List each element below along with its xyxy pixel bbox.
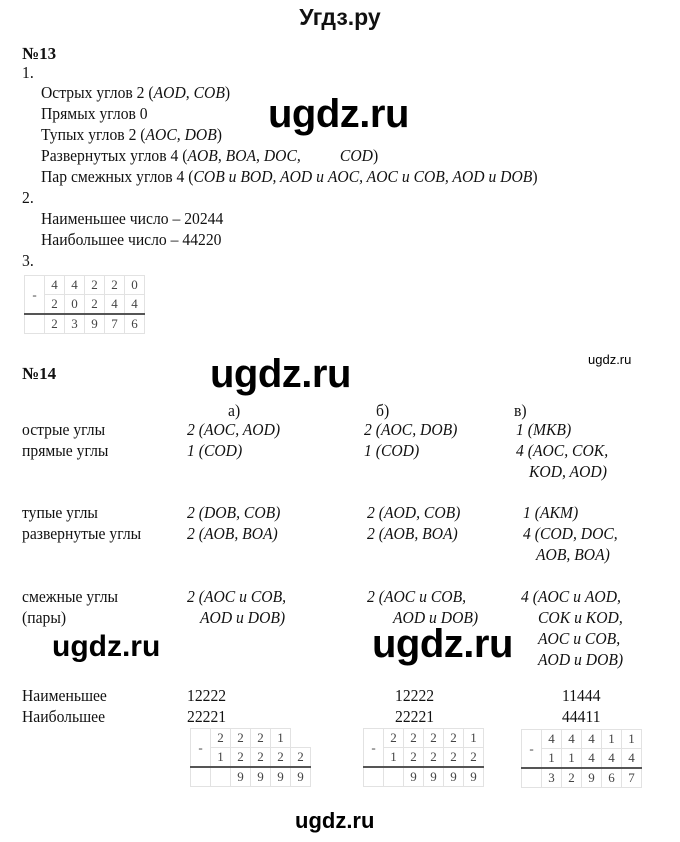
digit: 4 [582,730,602,749]
watermark: ugdz.ru [52,630,161,663]
digit: 2 [105,276,125,295]
empty-cell [522,768,542,788]
line-text: Пар смежных углов 4 ( [41,167,194,186]
cell-text: 2 (AOC, AOD) [187,420,281,439]
min-value-a: 12222 [187,686,227,705]
digit: 2 [251,748,271,768]
cell-text: AOB, BOA) [536,545,610,564]
digit: 4 [65,276,85,295]
cell-c-acute [516,419,571,440]
cell-b-right [364,440,419,461]
digit: 2 [231,748,251,768]
right-angles-line [41,103,148,124]
cell-a-right [187,440,242,461]
digit: 9 [582,768,602,788]
digit: 9 [464,767,484,787]
digit: 9 [291,767,311,787]
digit: 9 [424,767,444,787]
paren: ) [532,167,538,186]
max-number-line: Наибольшее число – 44220 [41,230,222,249]
digit: 9 [231,767,251,787]
digit: 6 [602,768,622,788]
cell-text: COK и KOD, [538,608,623,627]
cell-text: 1 (AKM) [523,503,579,522]
cell-b-acute [364,419,457,440]
cell-text: 1 (COD) [187,441,243,460]
task-13-part1-label: 1. [22,63,34,82]
cell-c-straight-cont [536,544,610,565]
min-value-c: 11444 [562,686,601,705]
cell-text: 4 (AOC, COK, [516,441,609,460]
digit: 2 [384,729,404,748]
obtuse-angles-line [41,124,222,145]
cell-c-right [516,440,608,461]
digit: 4 [542,730,562,749]
digit: 2 [271,748,291,768]
cell-text: AOD и DOB) [200,608,286,627]
digit: 1 [622,730,642,749]
digit: 6 [125,314,145,334]
acute-angles-line [41,82,230,103]
digit: 2 [404,729,424,748]
digit: 4 [105,295,125,315]
watermark: ugdz.ru [295,808,375,833]
row-label-adjacent-pairs: (пары) [22,608,67,627]
digit: 1 [384,748,404,768]
task-13-part2-label: 2. [22,188,34,207]
watermark: ugdz.ru [372,622,513,666]
max-label: Наибольшее [22,707,106,726]
column-a-header: а) [228,401,241,420]
empty-cell [384,767,404,787]
cell-text: 2 (AOB, BOA) [187,524,278,543]
max-value-c: 44411 [562,707,601,726]
minus-sign: - [364,729,384,768]
min-number-line: Наименьшее число – 20244 [41,209,224,228]
digit: 9 [404,767,424,787]
subtraction-table-a [190,728,311,787]
digit: 0 [65,295,85,315]
watermark: ugdz.ru [268,92,409,136]
digit: 2 [45,295,65,315]
minus-sign: - [522,730,542,769]
row-label-straight: развернутые углы [22,524,142,543]
row-label-acute: острые углы [22,420,106,439]
cell-text: 4 (AOC и AOD, [521,587,621,606]
cell-text: AOD и DOB) [538,650,624,669]
cell-a-adjacent-cont [200,607,285,628]
max-value-b: 22221 [395,707,435,726]
cell-text: 2 (AOB, BOA) [367,524,458,543]
digit: 2 [211,729,231,748]
line-text: Острых углов 2 ( [41,83,154,102]
cell-text: 4 (COD, DOC, [523,524,618,543]
digit: 2 [444,748,464,768]
digit: 2 [424,748,444,768]
digit: 2 [45,314,65,334]
cell-c-adjacent [521,586,621,607]
digit: 9 [85,314,105,334]
paren: ) [224,83,231,102]
digit: 2 [251,729,271,748]
digit: 1 [211,748,231,768]
digit: 9 [444,767,464,787]
digit: 4 [562,730,582,749]
digit: 1 [271,729,291,748]
subtraction-table-c [521,729,642,788]
cell-text: 1 (MKB) [516,420,572,439]
paren: ) [216,125,222,144]
cell-text: 2 (AOC и COB, [187,587,287,606]
cell-a-straight [187,523,278,544]
cell-text: 2 (AOC, DOB) [364,420,458,439]
digit: 2 [404,748,424,768]
task-14-heading: №14 [22,364,57,383]
cell-text: AOD и DOB) [393,608,479,627]
paren: ) [372,146,379,165]
cell-text: 1 (COD) [364,441,420,460]
line-text: Тупых углов 2 ( [41,125,146,144]
digit: 1 [602,730,622,749]
cell-c-right-cont [529,461,607,482]
digit: 1 [542,749,562,769]
cell-c-adjacent-cont3 [538,649,623,670]
cell-a-acute [187,419,280,440]
angle-list: AOD, COB [153,83,225,102]
cell-b-straight [367,523,458,544]
digit: 2 [464,748,484,768]
cell-b-obtuse [367,502,460,523]
digit: 9 [271,767,291,787]
digit: 2 [231,729,251,748]
digit: 2 [562,768,582,788]
cell-a-obtuse [187,502,280,523]
row-label-obtuse: тупые углы [22,503,98,522]
cell-text: 2 (DOB, COB) [187,503,281,522]
min-label: Наименьшее [22,686,107,705]
cell-a-adjacent [187,586,286,607]
line-text: Развернутых углов 4 ( [41,146,188,165]
digit: 2 [85,295,105,315]
digit: 1 [464,729,484,748]
digit: 9 [251,767,271,787]
cell-c-obtuse [523,502,578,523]
digit: 3 [542,768,562,788]
digit: 4 [582,749,602,769]
digit: 2 [291,748,311,768]
adjacent-angles-line [41,166,538,187]
min-value-b: 12222 [395,686,435,705]
digit: 7 [622,768,642,788]
empty-cell [191,767,211,787]
angle-list: AOB, BOA, DOC, COD [187,146,373,165]
digit: 2 [444,729,464,748]
digit: 0 [125,276,145,295]
column-c-header: в) [514,401,527,420]
cell-text: 2 (AOC и COB, [367,587,467,606]
watermark: ugdz.ru [588,352,632,367]
watermark: ugdz.ru [210,352,351,396]
angle-list: AOC, DOB [145,125,217,144]
angle-list: COB и BOD, AOD и AOC, AOC и COB, AOD и DOB [193,167,533,186]
cell-b-adjacent [367,586,466,607]
digit: 4 [622,749,642,769]
digit: 2 [85,276,105,295]
empty-cell [25,314,45,334]
digit: 4 [125,295,145,315]
cell-text: 2 (AOD, COB) [367,503,461,522]
row-label-adjacent: смежные углы [22,587,119,606]
cell-text: KOD, AOD) [529,462,607,481]
subtraction-table-13 [24,275,145,334]
task-13-heading: №13 [22,44,57,63]
column-b-header: б) [376,401,390,420]
cell-c-adjacent-cont2 [538,628,620,649]
minus-sign: - [191,729,211,768]
line-text: Прямых углов 0 [41,104,148,123]
max-value-a: 22221 [187,707,227,726]
site-title: Угдз.ру [299,4,381,30]
digit: 7 [105,314,125,334]
cell-text: AOC и COB, [538,629,621,648]
row-label-right: прямые углы [22,441,109,460]
subtraction-table-b [363,728,484,787]
digit: 4 [45,276,65,295]
cell-c-adjacent-cont1 [538,607,623,628]
empty-cell [364,767,384,787]
digit: 3 [65,314,85,334]
digit: 4 [602,749,622,769]
digit: 1 [562,749,582,769]
task-13-part3-label: 3. [22,251,34,270]
digit: 2 [424,729,444,748]
straight-angles-line [41,145,378,166]
empty-cell [211,767,231,787]
cell-c-straight [523,523,618,544]
minus-sign: - [25,276,45,315]
